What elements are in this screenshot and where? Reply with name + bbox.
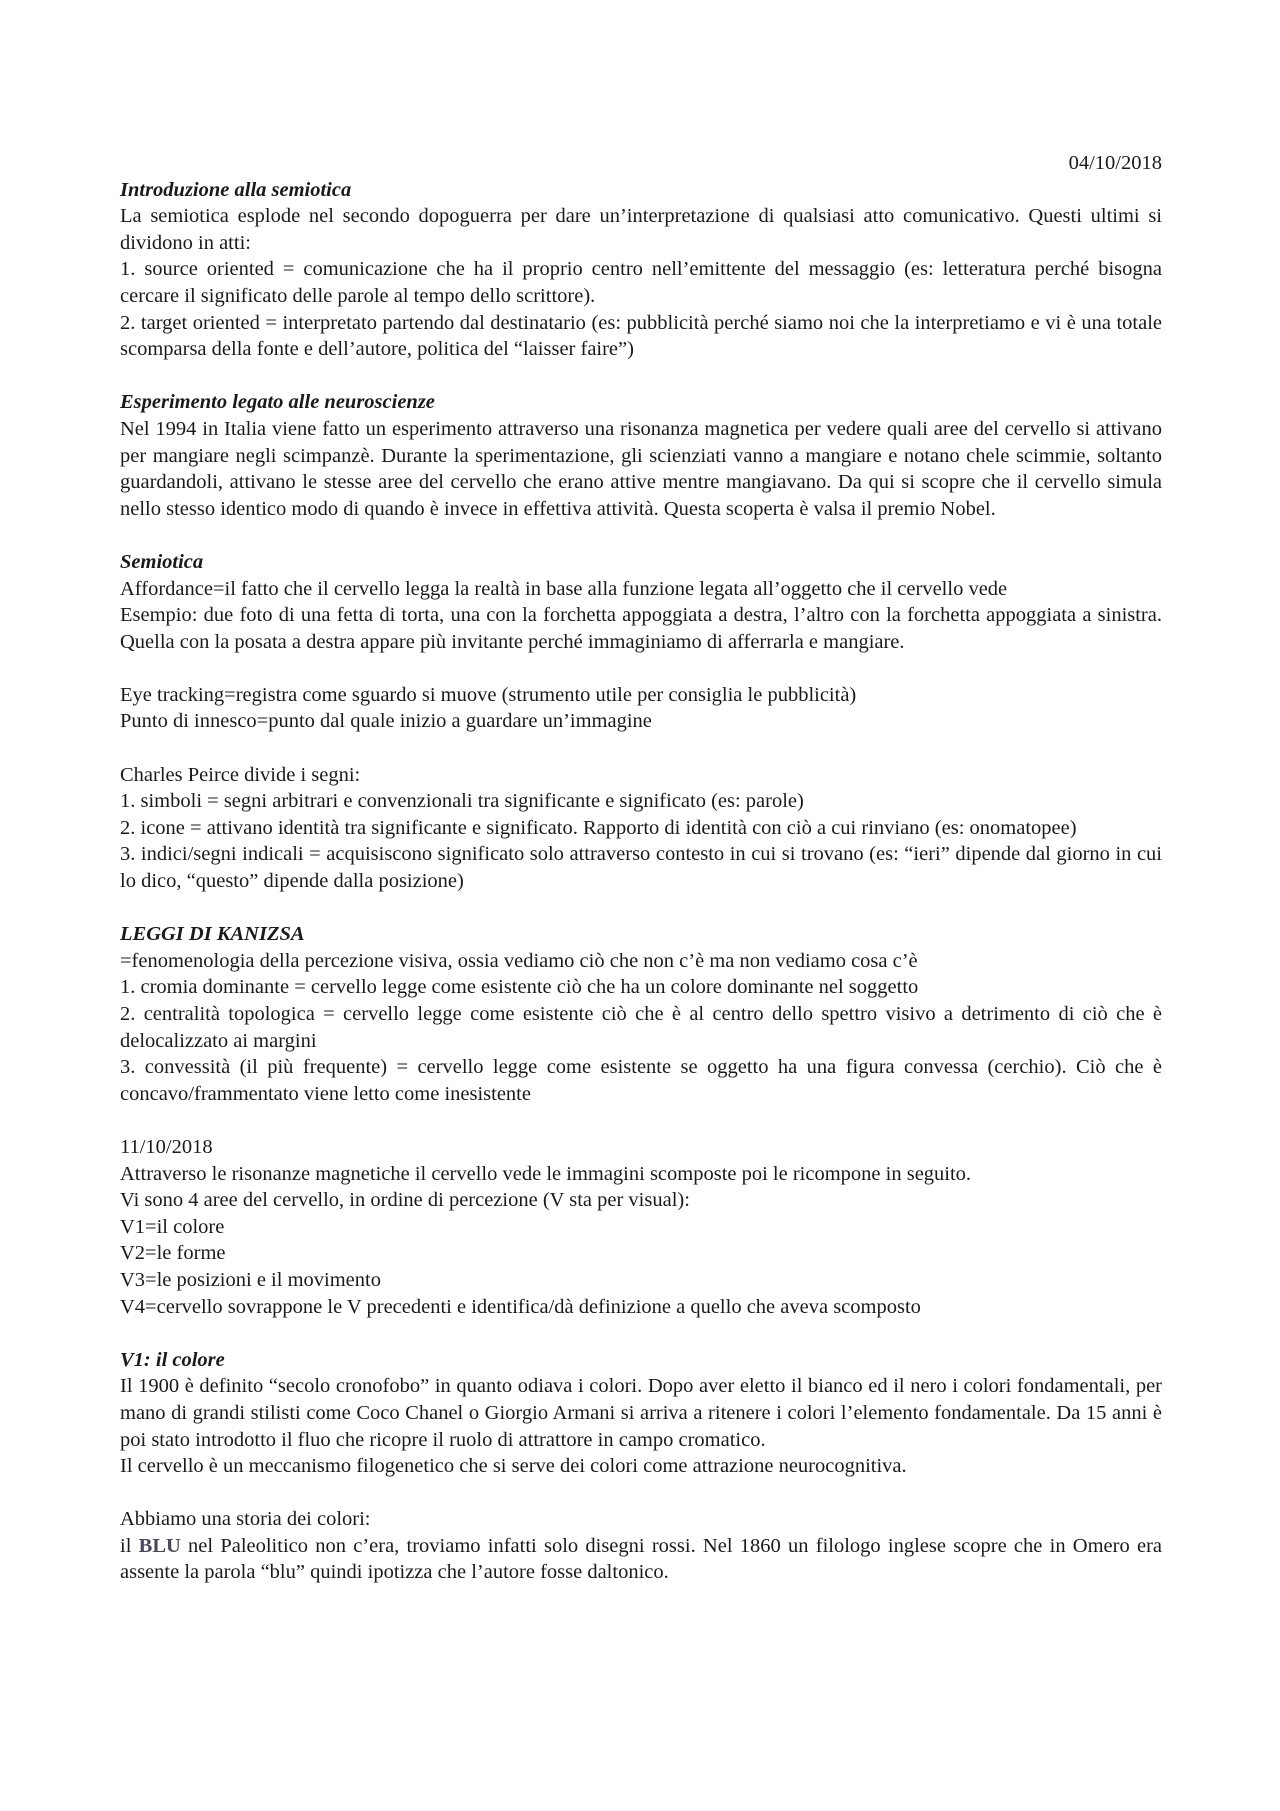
paragraph: Esempio: due foto di una fetta di torta, una con la forchetta appoggiata a destra, l’altro con la forchetta appoggiata a sinistra. Quella con la posata a destra appare più invitante perché immaginiamo di afferrarla e mangiare. <box>120 604 1162 653</box>
list-item: 1. source oriented = comunicazione che ha il proprio centro nell’emittente del messaggio (es: letteratura perché bisogna cercare il significato delle parole al tempo dello scrittore). <box>120 258 1162 307</box>
list-item: 1. cromia dominante = cervello legge come esistente ciò che ha un colore dominante nel soggetto <box>120 976 919 999</box>
paragraph: Il 1900 è definito “secolo cronofobo” in quanto odiava i colori. Dopo aver eletto il bianco ed il nero i colori fondamentali, per mano di grandi stilisti come Coco Chanel o Giorgio Armani si arriva a ritenere i colori l’elemento fondamentale. Da 15 anni è poi stato introdotto il fluo che ricopre il ruolo di attrattore in campo cromatico. <box>120 1375 1162 1451</box>
paragraph: La semiotica esplode nel secondo dopoguerra per dare un’interpretazione di qualsiasi atto comunicativo. Questi ultimi si dividono in atti: <box>120 205 1162 254</box>
document-page <box>120 150 1162 1586</box>
paragraph: Eye tracking=registra come sguardo si muove (strumento utile per consiglia le pubblicità) <box>120 683 857 706</box>
section-title-v1: V1: il colore <box>120 1348 225 1371</box>
list-item: V2=le forme <box>120 1242 226 1265</box>
highlight-blu: BLU <box>138 1534 181 1557</box>
list-item: 3. convessità (il più frequente) = cervello legge come esistente se oggetto ha una figura convessa (cerchio). Ciò che è concavo/frammentato viene letto come inesistente <box>120 1056 1162 1105</box>
paragraph: Nel 1994 in Italia viene fatto un esperimento attraverso una risonanza magnetica per vedere quali aree del cervello si attivano per mangiare negli scimpanzè. Durante la sperimentazione, gli scienziati vanno a mangiare e notano chele scimmie, soltanto guardandoli, attivano le stesse aree del cervello che erano attive mentre mangiavano. Da qui si scopre che il cervello simula nello stesso identico modo di quando è invece in effettiva attività. Questa scoperta è valsa il premio Nobel. <box>120 417 1162 520</box>
list-item: 3. indici/segni indicali = acquisiscono significato solo attraverso contesto in cui si trovano (es: “ieri” dipende dal giorno in cui lo dico, “questo” dipende dalla posizione) <box>120 843 1162 893</box>
list-item: V3=le posizioni e il movimento <box>120 1268 381 1291</box>
paragraph <box>120 1533 1162 1586</box>
list-item: 2. icone = attivano identità tra significante e significato. Rapporto di identità con ciò a cui rinviano (es: onomatopee) <box>120 816 1077 839</box>
date-header: 04/10/2018 <box>1068 152 1162 174</box>
paragraph: Charles Peirce divide i segni: <box>120 763 361 786</box>
section-title-esperimento: Esperimento legato alle neuroscienze <box>120 391 435 414</box>
paragraph: Abbiamo una storia dei colori: <box>120 1508 371 1531</box>
text-run: nel Paleolitico non c’era, troviamo infatti solo disegni rossi. Nel 1860 un filologo inglese scopre che in Omero era assente la parola “blu” quindi ipotizza che l’autore fosse daltonico. <box>120 1534 1162 1584</box>
section-title-kanizsa: LEGGI DI KANIZSA <box>120 923 305 946</box>
list-item: V1=il colore <box>120 1215 225 1238</box>
paragraph: Il cervello è un meccanismo filogenetico che si serve dei colori come attrazione neurocognitiva. <box>120 1455 907 1478</box>
list-item: 1. simboli = segni arbitrari e convenzionali tra significante e significato (es: parole) <box>120 790 804 813</box>
date-second: 11/10/2018 <box>120 1135 213 1158</box>
list-item: 2. target oriented = interpretato partendo dal destinatario (es: pubblicità perché siamo noi che la interpretiamo e vi è una totale scomparsa della fonte e dell’autore, politica del “laisser faire”) <box>120 311 1162 361</box>
paragraph: Attraverso le risonanze magnetiche il cervello vede le immagini scomposte poi le ricompone in seguito. <box>120 1162 972 1185</box>
paragraph: =fenomenologia della percezione visiva, ossia vediamo ciò che non c’è ma non vediamo cosa c’è <box>120 949 918 972</box>
paragraph: Vi sono 4 aree del cervello, in ordine di percezione (V sta per visual): <box>120 1189 690 1212</box>
section-title-introduzione: Introduzione alla semiotica <box>120 178 352 201</box>
list-item: 2. centralità topologica = cervello legge come esistente ciò che è al centro dello spettro visivo a detrimento di ciò che è delocalizzato ai margini <box>120 1003 1162 1052</box>
text-run: il <box>120 1534 139 1557</box>
paragraph: Affordance=il fatto che il cervello legga la realtà in base alla funzione legata all’oggetto che il cervello vede <box>120 577 1008 600</box>
paragraph: Punto di innesco=punto dal quale inizio a guardare un’immagine <box>120 710 652 733</box>
section-title-semiotica: Semiotica <box>120 550 204 573</box>
list-item: V4=cervello sovrappone le V precedenti e identifica/dà definizione a quello che aveva scomposto <box>120 1295 921 1318</box>
